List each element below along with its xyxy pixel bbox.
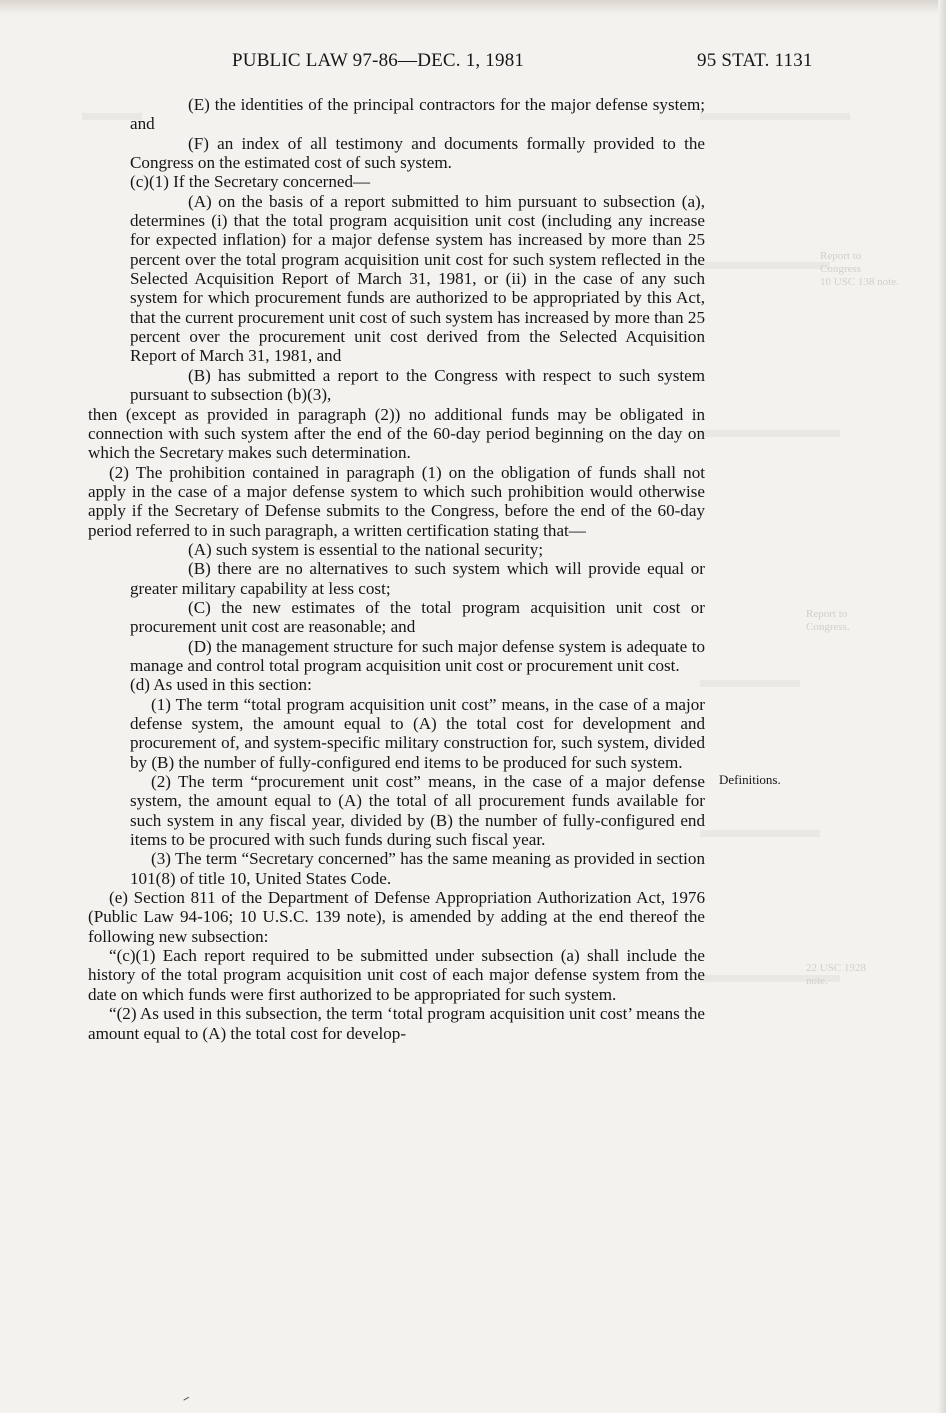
quoted-subsection-c1: “(c)(1) Each report required to be submitted under subsection (a) shall include the history of the total program acquisition unit cost of each major defense system from the date on which funds were first authorized to be appropriated for such system. bbox=[88, 946, 705, 1004]
quoted-subsection-c2: “(2) As used in this subsection, the term ‘total program acquisition unit cost’ means the amount equal to (A) the total cost for develop- bbox=[88, 1004, 705, 1043]
bleed-through-line bbox=[700, 680, 800, 687]
paragraph-c1-a: (A) on the basis of a report submitted to him pursuant to subsection (a), determines (i) that the total program acquisition unit cost (including any increase for expected inflation) for a major defense system has increased by more than 25 percent over the total program acquisition unit cost for such system reflected in the Selected Acquisition Report of March 31, 1981, or (ii) in the case of any such system for which procurement funds are authorized to be appropriated by this Act, that the current procurement unit cost of such system has increased by more than 25 percent over the procurement unit cost derived from the Selected Acquisition Report of March 31, 1981, and bbox=[130, 191, 705, 366]
bleed-through-line bbox=[700, 113, 850, 120]
paragraph-c2-c: (C) the new estimates of the total program acquisition unit cost or procurement unit cost are reasonable; and bbox=[130, 597, 705, 637]
bleed-through-line bbox=[700, 262, 830, 269]
stray-pen-mark bbox=[183, 1397, 190, 1403]
paragraph-c1-flush: then (except as provided in paragraph (2)) no additional funds may be obligated in connection with such system after the end of the 60-day period beginning on the day on which the Secretary makes such determination. bbox=[88, 404, 705, 463]
subsection-c1-intro: (c)(1) If the Secretary concerned— bbox=[130, 172, 371, 192]
page-number: 95 STAT. 1131 bbox=[697, 50, 813, 71]
subsection-d-intro: (d) As used in this section: bbox=[130, 675, 312, 695]
paragraph-c1-b: (B) has submitted a report to the Congress with respect to such system pursuant to subsection (b)(3), bbox=[130, 365, 705, 405]
running-header bbox=[0, 50, 946, 80]
paragraph-e: (E) the identities of the principal contractors for the major defense system; and bbox=[130, 95, 705, 134]
paragraph-d1: (1) The term “total program acquisition unit cost” means, in the case of a major defense system, the amount equal to (A) the total cost for development and procurement of, and system-specific military construction for, such system, divided by (B) the number of fully-configured end items to be produced for such system. bbox=[130, 694, 705, 772]
subsection-e: (e) Section 811 of the Department of Defense Appropriation Authorization Act, 1976 (Public Law 94-106; 10 U.S.C. 139 note), is amended by adding at the end thereof the following new subsection: bbox=[88, 888, 705, 946]
statute-body bbox=[88, 95, 705, 1043]
bleed-through-line bbox=[700, 830, 820, 837]
bleed-through-line bbox=[700, 430, 840, 437]
paragraph-d3: (3) The term “Secretary concerned” has the same meaning as provided in section 101(8) of title 10, United States Code. bbox=[130, 849, 705, 888]
paragraph-c2-d: (D) the management structure for such major defense system is adequate to manage and control total program acquisition unit cost or procurement unit cost. bbox=[130, 636, 705, 675]
paragraph-c2-b: (B) there are no alternatives to such system which will provide equal or greater military capability at less cost; bbox=[130, 559, 705, 598]
paragraph-d2: (2) The term “procurement unit cost” means, in the case of a major defense system, the amount equal to (A) the total of all procurement funds available for such system in any fiscal year, divided by (B) the number of fully-configured end items to be procured with such funds during such fiscal year. bbox=[130, 772, 705, 850]
bleed-through-note: 22 USC 1928 note. bbox=[806, 962, 866, 987]
paragraph-f: (F) an index of all testimony and documents formally provided to the Congress on the estimated cost of such system. bbox=[130, 133, 705, 173]
scan-edge-right bbox=[938, 0, 946, 1413]
bleed-through-note: Report to Congress. bbox=[806, 608, 850, 633]
paragraph-c2-a: (A) such system is essential to the national security; bbox=[188, 539, 544, 559]
paragraph-c2: (2) The prohibition contained in paragraph (1) on the obligation of funds shall not apply in the case of a major defense system to which such prohibition would otherwise apply if the Secretary of Defense submits to the Congress, before the end of the 60-day period referred to in such paragraph, a written certification stating that— bbox=[88, 462, 705, 540]
margin-note-definitions: Definitions. bbox=[719, 772, 781, 787]
scan-edge-top bbox=[0, 0, 946, 14]
running-head-title: PUBLIC LAW 97-86—DEC. 1, 1981 bbox=[232, 50, 525, 71]
bleed-through-note: Report to Congress 10 USC 138 note. bbox=[820, 250, 899, 288]
